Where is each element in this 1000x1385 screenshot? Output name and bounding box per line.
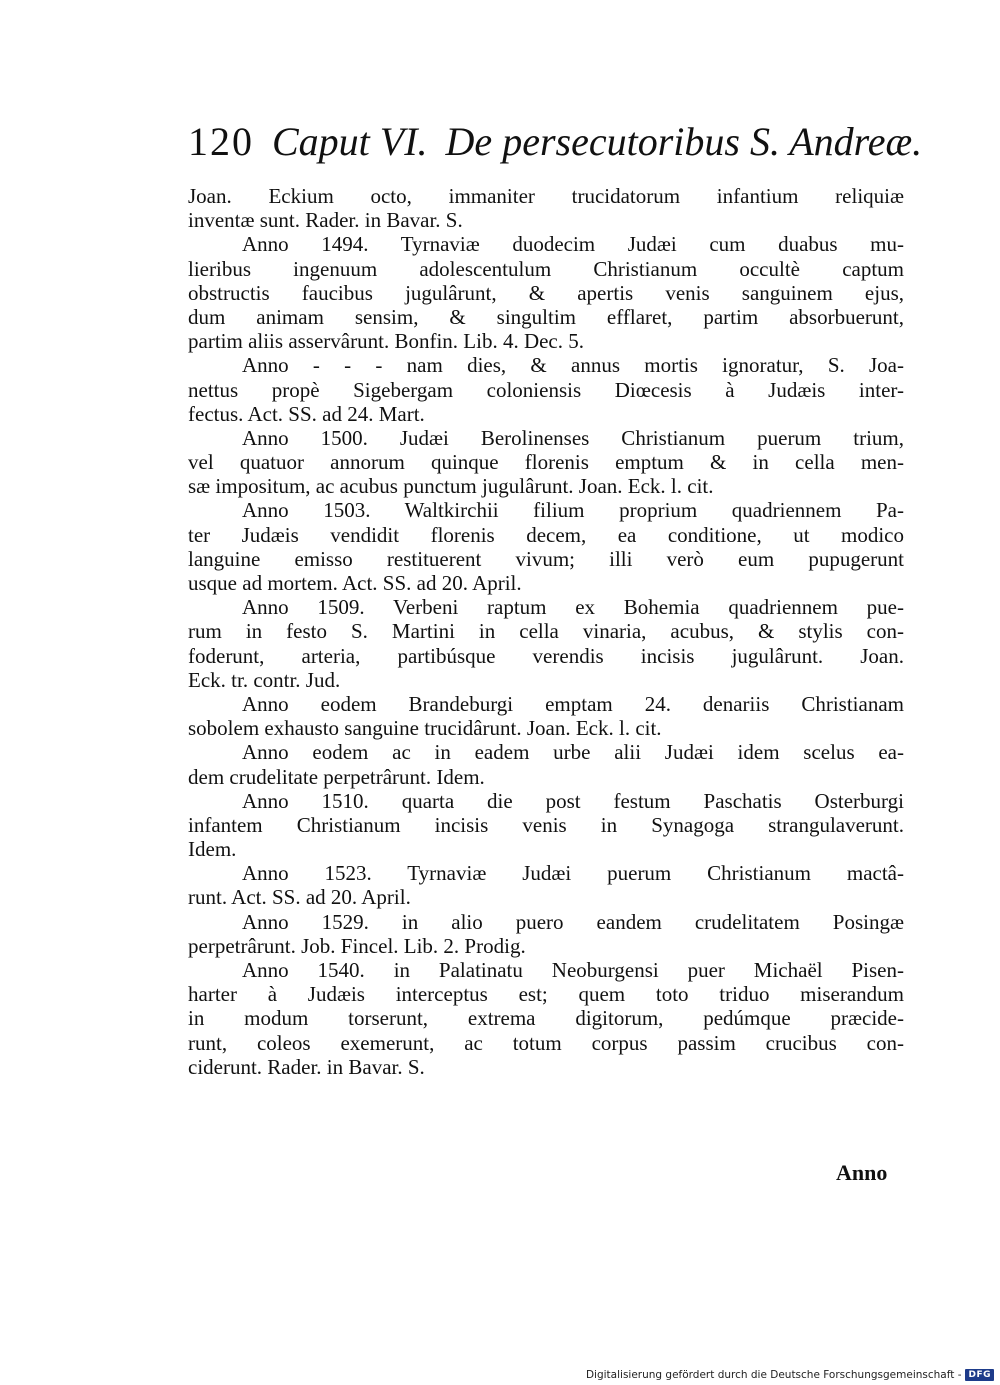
text-line: Anno eodem ac in eadem urbe alii Judæi idem scelus ea-	[242, 740, 904, 765]
text-line: vel quatuor annorum quinque florenis emptum & in cella men-	[188, 450, 904, 475]
text-line: nettus propè Sigebergam coloniensis Diœcesis à Judæis inter-	[188, 377, 904, 402]
text-line: obstructis faucibus jugulârunt, & apertis venis sanguinem ejus,	[188, 280, 904, 305]
text-line: rum in festo S. Martini in cella vinaria, acubus, & stylis con-	[188, 619, 904, 644]
digitization-footer	[586, 1369, 994, 1381]
text-line: ciderunt. Rader. in Bavar. S.	[188, 1054, 425, 1079]
text-line: Eck. tr. contr. Jud.	[188, 667, 341, 692]
text-line: partim aliis asservârunt. Bonfin. Lib. 4. Dec. 5.	[188, 329, 584, 354]
text-line: Anno 1503. Waltkirchii filium proprium quadriennem Pa-	[242, 498, 904, 523]
dfg-logo-icon: DFG	[965, 1369, 994, 1381]
text-line: dum animam sensim, & singultim efflaret, partim absorbuerunt,	[188, 304, 904, 329]
text-line: Idem.	[188, 837, 237, 862]
running-head	[188, 118, 923, 165]
text-line: usque ad mortem. Act. SS. ad 20. April.	[188, 571, 522, 595]
text-line: infantem Christianum incisis venis in Synagoga strangulaverunt.	[188, 812, 904, 837]
text-line: foderunt, arteria, partibúsque verendis incisis jugulârunt. Joan.	[188, 643, 904, 668]
text-line: Anno 1494. Tyrnaviæ duodecim Judæi cum duabus mu-	[242, 232, 904, 257]
text-line: Anno 1500. Judæi Berolinenses Christianum puerum trium,	[242, 425, 904, 450]
text-line: Anno 1523. Tyrnaviæ Judæi puerum Christianum mactâ-	[242, 861, 904, 886]
chapter-heading: Caput VI.	[272, 119, 428, 164]
footer-text: Digitalisierung gefördert durch die Deutsche Forschungsgemeinschaft -	[585, 1369, 962, 1381]
text-line: perpetrârunt. Job. Fincel. Lib. 2. Prodig.	[188, 933, 526, 958]
text-line: harter à Judæis interceptus est; quem toto triduo miserandum	[188, 982, 904, 1007]
chapter-title: De persecutoribus S. Andreæ.	[445, 119, 923, 164]
text-line: ter Judæis vendidit florenis decem, ea conditione, ut modico	[188, 522, 904, 547]
text-line: Anno eodem Brandeburgi emptam 24. denariis Christianam	[242, 691, 904, 716]
catchword: Anno	[836, 1160, 888, 1185]
text-line: sobolem exhausto sanguine trucidârunt. Joan. Eck. l. cit.	[188, 716, 662, 741]
text-line: Anno 1540. in Palatinatu Neoburgensi puer Michaël Pisen-	[242, 958, 904, 982]
text-line: runt, coleos exemerunt, ac totum corpus passim crucibus con-	[188, 1030, 904, 1055]
page-number: 120	[188, 119, 254, 164]
text-line: in modum torserunt, extrema digitorum, pedúmque præcide-	[188, 1006, 904, 1031]
text-line: dem crudelitate perpetrârunt. Idem.	[188, 764, 485, 789]
text-line: runt. Act. SS. ad 20. April.	[188, 885, 411, 910]
text-line: languine emisso restituerent vivum; illi verò eum pupugerunt	[188, 546, 904, 571]
text-line: Anno - - - nam dies, & annus mortis ignoratur, S. Joa-	[242, 353, 904, 378]
body-text	[188, 184, 904, 1079]
text-line: sæ impositum, ac acubus punctum jugulârunt. Joan. Eck. l. cit.	[188, 474, 714, 499]
text-line: Anno 1509. Verbeni raptum ex Bohemia quadriennem pue-	[242, 595, 904, 620]
text-line: lieribus ingenuum adolescentulum Christianum occultè captum	[188, 256, 904, 281]
text-line: fectus. Act. SS. ad 24. Mart.	[188, 401, 425, 426]
text-line: Anno 1529. in alio puero eandem crudelitatem Posingæ	[242, 909, 904, 934]
text-line: Joan. Eckium octo, immaniter trucidatorum infantium reliquiæ	[188, 184, 904, 208]
text-line: inventæ sunt. Rader. in Bavar. S.	[188, 208, 463, 233]
text-line: Anno 1510. quarta die post festum Paschatis Osterburgi	[242, 788, 904, 813]
